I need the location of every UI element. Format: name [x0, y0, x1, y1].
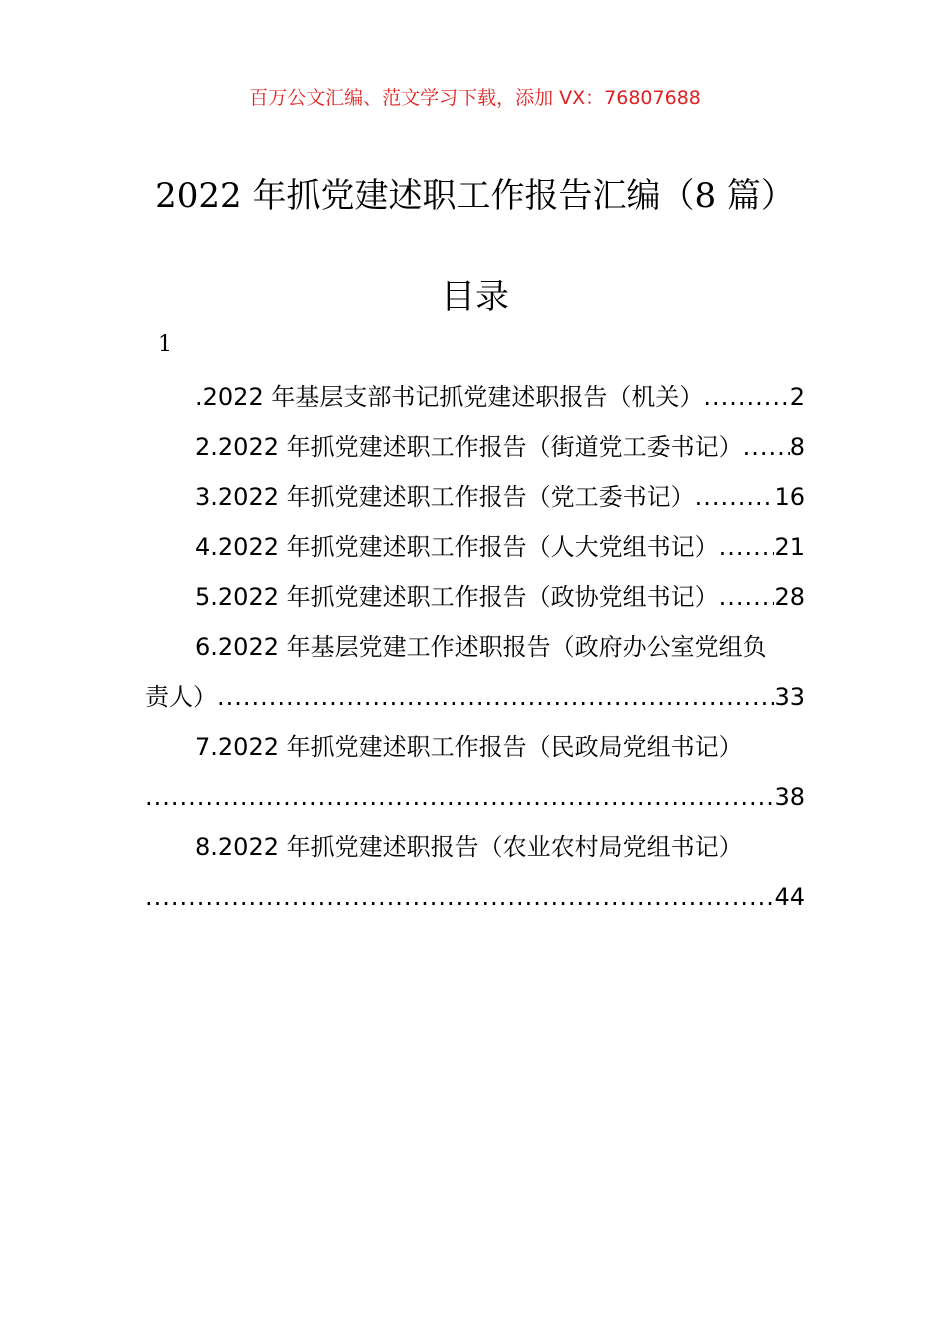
toc-page-number: 21	[774, 533, 805, 561]
toc-page-number: 38	[774, 783, 805, 811]
toc-entry-1[interactable]	[145, 372, 805, 422]
toc-leader	[145, 772, 774, 822]
toc-entry-3[interactable]	[145, 472, 805, 522]
toc-entry-2[interactable]	[145, 422, 805, 472]
toc-page-number: 28	[774, 583, 805, 611]
toc-entry-7-continued[interactable]	[145, 772, 805, 822]
toc-page-number: 33	[774, 683, 805, 711]
toc-leader	[695, 472, 775, 522]
header-note: 百万公文汇编、范文学习下载，添加 VX：76807688	[249, 87, 701, 109]
toc-entry-title: .2022 年基层支部书记抓党建述职报告（机关）	[195, 383, 704, 411]
toc-entry-title: 2.2022 年抓党建述职工作报告（街道党工委书记）	[195, 433, 743, 461]
document-title: 2022 年抓党建述职工作报告汇编（8 篇）	[155, 176, 795, 216]
stray-number: 1	[158, 332, 172, 357]
toc-entry-7[interactable]	[145, 722, 805, 772]
toc-leader	[719, 572, 775, 622]
toc-entry-5[interactable]	[145, 572, 805, 622]
toc-leader	[217, 672, 774, 722]
toc-entry-title: 7.2022 年抓党建述职工作报告（民政局党组书记）	[195, 733, 743, 761]
toc-entry-4[interactable]	[145, 522, 805, 572]
toc-entry-title: 3.2022 年抓党建述职工作报告（党工委书记）	[195, 483, 695, 511]
toc-entry-title: 4.2022 年抓党建述职工作报告（人大党组书记）	[195, 533, 719, 561]
toc-entry-title: 5.2022 年抓党建述职工作报告（政协党组书记）	[195, 583, 719, 611]
toc-entry-8-continued[interactable]	[145, 872, 805, 922]
toc-heading: 目录	[441, 277, 509, 317]
table-of-contents	[145, 372, 805, 922]
toc-entry-6[interactable]	[145, 622, 805, 672]
toc-entry-title-continued: 责人）	[145, 683, 217, 711]
toc-leader	[743, 422, 790, 472]
toc-entry-title: 6.2022 年基层党建工作述职报告（政府办公室党组负	[195, 633, 767, 661]
toc-entry-title: 8.2022 年抓党建述职报告（农业农村局党组书记）	[195, 833, 743, 861]
toc-leader	[145, 872, 774, 922]
toc-entry-6-continued[interactable]	[145, 672, 805, 722]
toc-leader	[719, 522, 775, 572]
toc-page-number: 44	[774, 883, 805, 911]
toc-leader	[703, 372, 789, 422]
toc-page-number: 8	[789, 433, 805, 461]
toc-page-number: 16	[774, 483, 805, 511]
toc-page-number: 2	[789, 383, 805, 411]
toc-entry-8[interactable]	[145, 822, 805, 872]
